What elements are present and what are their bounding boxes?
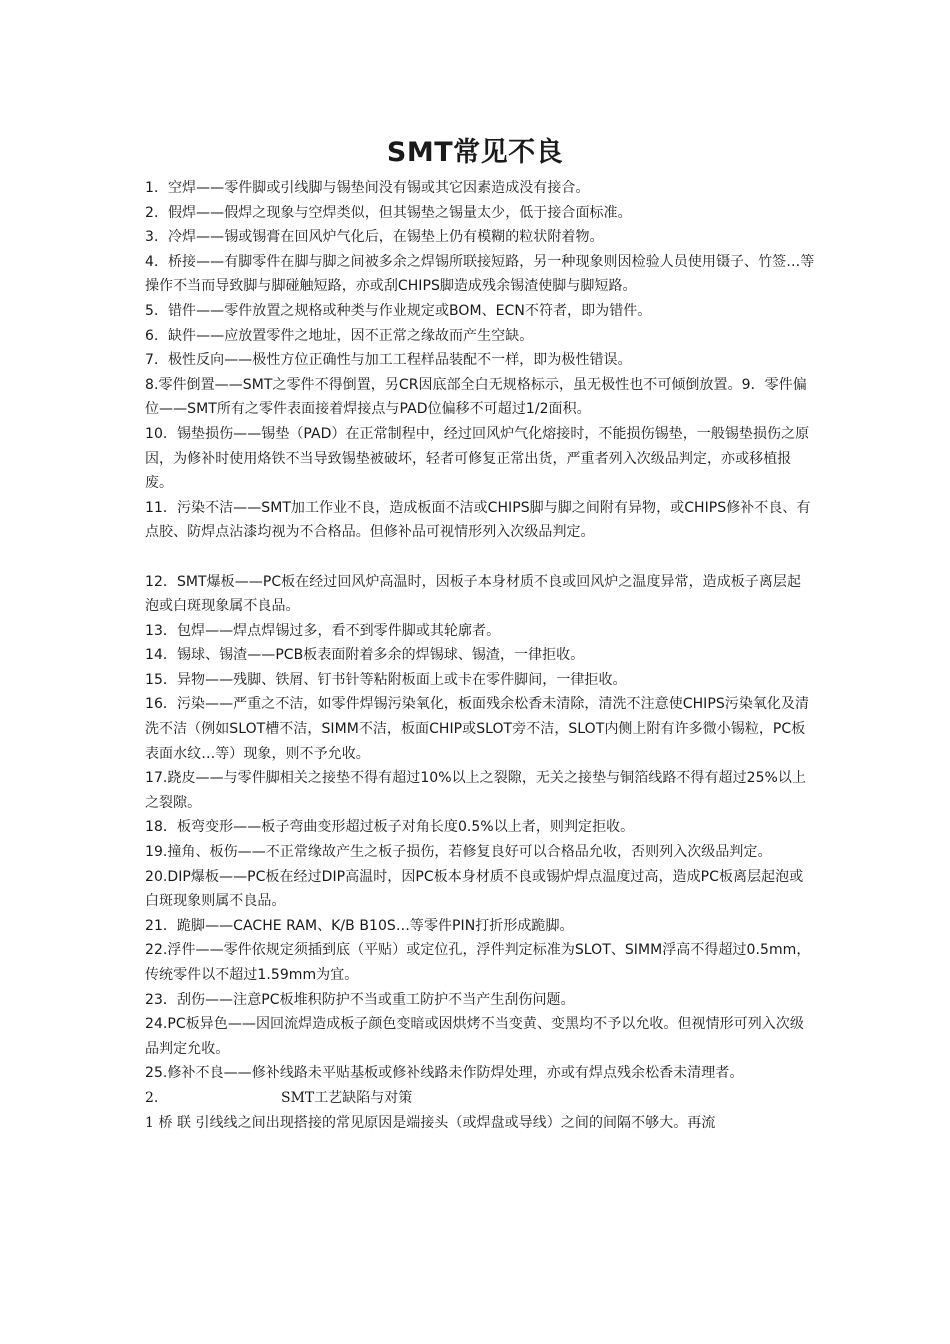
item-2: 2．假焊——假焊之现象与空焊类似，但其锡垫之锡量太少，低于接合面标准。: [145, 204, 632, 221]
item-13: 13．包焊——焊点焊锡过多，看不到零件脚或其轮廓者。: [145, 622, 501, 639]
item-17: 17.跷皮——与零件脚相关之接垫不得有超过10%以上之裂隙，无关之接垫与铜箔线路不得有超过25%以上之裂隙。: [145, 770, 806, 811]
item-18: 18．板弯变形——板子弯曲变形超过板子对角长度0.5%以上者，则判定拒收。: [145, 819, 635, 836]
item-3: 3．冷焊——锡或锡膏在回风炉气化后，在锡垫上仍有模糊的粒状附着物。: [145, 229, 604, 246]
item-8-9: 8.零件倒置——SMT之零件不得倒置，另CR因底部全白无规格标示，虽无极性也不可倾倒放置。9．零件偏位——SMT所有之零件表面接着焊接点与PAD位偏移不可超过1/2面积。: [145, 376, 807, 418]
blank-line: [145, 545, 815, 570]
item-15: 15．异物——残脚、铁屑、钉书针等粘附板面上或卡在零件脚间，一律拒收。: [145, 671, 627, 688]
item-20: 20.DIP爆板——PC板在经过DIP高温时，因PC板本身材质不良或锡炉焊点温度过高，造成PC板离层起泡或白斑现象则属不良品。: [145, 868, 804, 910]
item-10: 10．锡垫损伤——锡垫（PAD）在正常制程中，经过回风炉气化熔接时，不能损伤锡垫，一般锡垫损伤之原因，为修补时使用烙铁不当导致锡垫被破坏，轻者可修复正常出货，严重者列入次级品判定，亦或移植报废。: [145, 425, 810, 492]
section-2-first-line: 1 桥 联 引线线之间出现搭接的常见原因是端接头（或焊盘或导线）之间的间隔不够大。再流: [145, 1114, 716, 1131]
item-14: 14．锡球、锡渣——PCB板表面附着多余的焊锡球、锡渣，一律拒收。: [145, 647, 585, 664]
item-4: 4．桥接——有脚零件在脚与脚之间被多余之焊锡所联接短路，另一种现象则因检验人员使用镊子、竹签…等操作不当而导致脚与脚碰触短路，亦或刮CHIPS脚造成残余锡渣使脚与脚短路。: [145, 253, 815, 295]
item-25: 25.修补不良——修补线路未平贴基板或修补线路未作防焊处理，亦或有焊点残余松香未清理者。: [145, 1065, 744, 1082]
item-24: 24.PC板异色——因回流焊造成板子颜色变暗或因烘烤不当变黄、变黑均不予以允收。但视情形可列入次级品判定允收。: [145, 1016, 804, 1057]
item-12: 12．SMT爆板——PC板在经过回风炉高温时，因板子本身材质不良或回风炉之温度异常，造成板子离层起泡或白斑现象属不良品。: [145, 573, 801, 615]
section-2-number: 2.: [145, 1089, 159, 1106]
item-6: 6．缺件——应放置零件之地址，因不正常之缘故而产生空缺。: [145, 327, 534, 344]
item-21: 21．跪脚——CACHE RAM、K/B B10S…等零件PIN打折形成跪脚。: [145, 917, 574, 934]
section-2-heading: [145, 1086, 815, 1111]
item-1: 1．空焊——零件脚或引线脚与锡垫间没有锡或其它因素造成没有接合。: [145, 180, 590, 196]
item-16: 16．污染——严重之不洁，如零件焊锡污染氧化，板面残余松香未清除，清洗不注意使CHIPS污染氧化及清洗不洁（例如SLOT槽不洁，SIMM不洁，板面CHIP或SLOT旁不洁，SLOT内侧上附有许多微小锡粒，PC板表面水纹…等）现象，则不予允收。: [145, 696, 810, 762]
item-5: 5．错件——零件放置之规格或种类与作业规定或BOM、ECN不符者，即为错件。: [145, 302, 652, 319]
item-23: 23．刮伤——注意PC板堆积防护不当或重工防护不当产生刮伤问题。: [145, 991, 575, 1008]
item-11: 11．污染不洁——SMT加工作业不良，造成板面不洁或CHIPS脚与脚之间附有异物，或CHIPS修补不良、有点胶、防焊点沾漆均视为不合格品。但修补品可视情形列入次级品判定。: [145, 499, 811, 541]
item-19: 19.撞角、板伤——不正常缘故产生之板子损伤，若修复良好可以合格品允收，否则列入次级品判定。: [145, 844, 772, 861]
document-title: SMT常见不良: [386, 137, 564, 168]
item-22: 22.浮件——零件依规定须插到底（平贴）或定位孔，浮件判定标准为SLOT、SIMM浮高不得超过0.5mm，传统零件以不超过1.59mm为宜。: [145, 942, 811, 983]
item-7: 7．极性反向——极性方位正确性与加工工程样品装配不一样，即为极性错误。: [145, 352, 632, 369]
document-body: [145, 176, 815, 1135]
section-2-title: SMT工艺缺陷与对策: [281, 1089, 413, 1106]
